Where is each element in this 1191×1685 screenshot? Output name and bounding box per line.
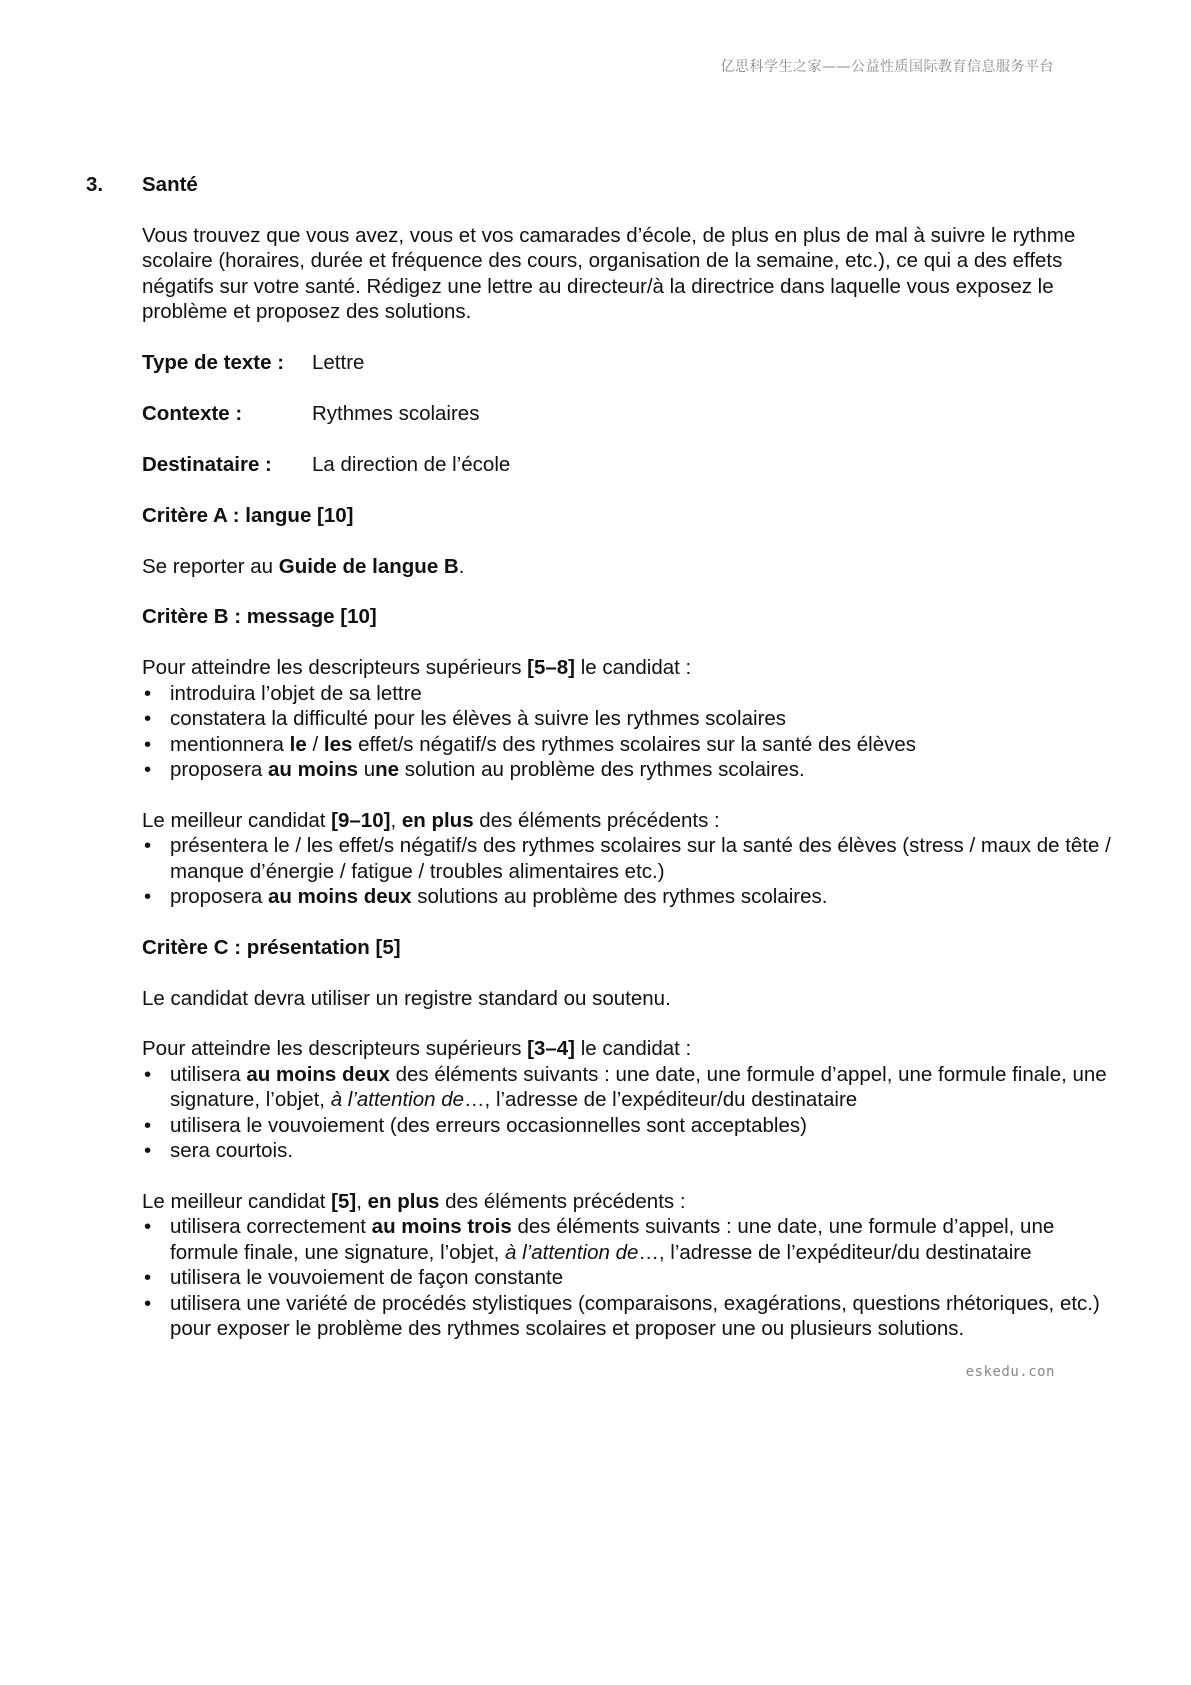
list-item: • mentionnera le / les effet/s négatif/s des rythmes scolaires sur la santé des élèves xyxy=(142,732,1116,758)
list-item: • utilisera au moins deux des éléments suivants : une date, une formule d’appel, une formule finale, une signature, l’objet, à l’attention de…, l’adresse de l’expéditeur/du destinataire xyxy=(142,1062,1116,1113)
criterion-a-text: Se reporter au Guide de langue B. xyxy=(142,554,465,578)
section-number: 3. xyxy=(86,173,104,196)
list-item: • utilisera une variété de procédés stylistiques (comparaisons, exagérations, questions rhétoriques, etc.) pour exposer le problème des rythmes scolaires et proposer une ou plusieurs solutions. xyxy=(142,1291,1116,1342)
context-label: Contexte : xyxy=(142,401,243,425)
criterion-a-heading: Critère A : langue [10] xyxy=(142,503,354,527)
list-item: • introduira l’objet de sa lettre xyxy=(142,681,1116,707)
list-item: • sera courtois. xyxy=(142,1138,1116,1164)
context-row xyxy=(142,401,1116,427)
criterion-b-best-intro: Le meilleur candidat [9–10], en plus des éléments précédents : xyxy=(142,808,720,832)
page-header: 亿思科学生之家——公益性质国际教育信息服务平台 xyxy=(720,59,1054,75)
criterion-b-heading: Critère B : message [10] xyxy=(142,605,377,628)
list-item: • proposera au moins deux solutions au problème des rythmes scolaires. xyxy=(142,884,1116,910)
criterion-c-best-intro: Le meilleur candidat [5], en plus des éléments précédents : xyxy=(142,1189,686,1213)
criterion-c-register: Le candidat devra utiliser un registre standard ou soutenu. xyxy=(142,986,671,1010)
list-item: • utilisera correctement au moins trois des éléments suivants : une date, une formule d’appel, une formule finale, une signature, l’objet, à l’attention de…, l’adresse de l’expéditeur/du destinataire xyxy=(142,1214,1116,1265)
section-body xyxy=(142,223,1116,1342)
task-intro: Vous trouvez que vous avez, vous et vos camarades d’école, de plus en plus de mal à suivre le rythme scolaire (horaires, durée et fréquence des cours, organisation de la semaine, etc.), ce qui a des effets négatifs sur votre santé. Rédigez une lettre au directeur/à la directrice dans laquelle vous exposez le problème et proposez des solutions. xyxy=(142,223,1076,323)
list-item: • constatera la difficulté pour les élèves à suivre les rythmes scolaires xyxy=(142,706,1116,732)
page-footer: eskedu.con xyxy=(965,1364,1055,1380)
section-heading xyxy=(86,172,1116,198)
list-item: • utilisera le vouvoiement de façon constante xyxy=(142,1265,1116,1291)
text-type-label: Type de texte : xyxy=(142,350,285,374)
criterion-b-upper-intro: Pour atteindre les descripteurs supérieurs [5–8] le candidat : xyxy=(142,656,692,679)
list-item: • proposera au moins une solution au problème des rythmes scolaires. xyxy=(142,757,1116,783)
recipient-value: La direction de l’école xyxy=(312,452,511,476)
criterion-c-upper-intro: Pour atteindre les descripteurs supérieurs [3–4] le candidat : xyxy=(142,1037,692,1060)
recipient-label: Destinataire : xyxy=(142,452,272,476)
criterion-c-best-list xyxy=(142,1214,1116,1342)
text-type-value: Lettre xyxy=(312,350,365,374)
section-sante xyxy=(86,172,1116,1367)
criterion-b-upper-list xyxy=(142,681,1116,783)
section-title: Santé xyxy=(142,173,198,196)
criterion-c-upper-list xyxy=(142,1062,1116,1164)
context-value: Rythmes scolaires xyxy=(312,401,480,425)
list-item: • utilisera le vouvoiement (des erreurs occasionnelles sont acceptables) xyxy=(142,1113,1116,1139)
list-item: • présentera le / les effet/s négatif/s des rythmes scolaires sur la santé des élèves (stress / maux de tête / manque d’énergie / fatigue / troubles alimentaires etc.) xyxy=(142,833,1116,884)
criterion-c-heading: Critère C : présentation [5] xyxy=(142,935,401,959)
recipient-row xyxy=(142,452,1116,478)
text-type-row xyxy=(142,350,1116,376)
criterion-b-best-list xyxy=(142,833,1116,910)
